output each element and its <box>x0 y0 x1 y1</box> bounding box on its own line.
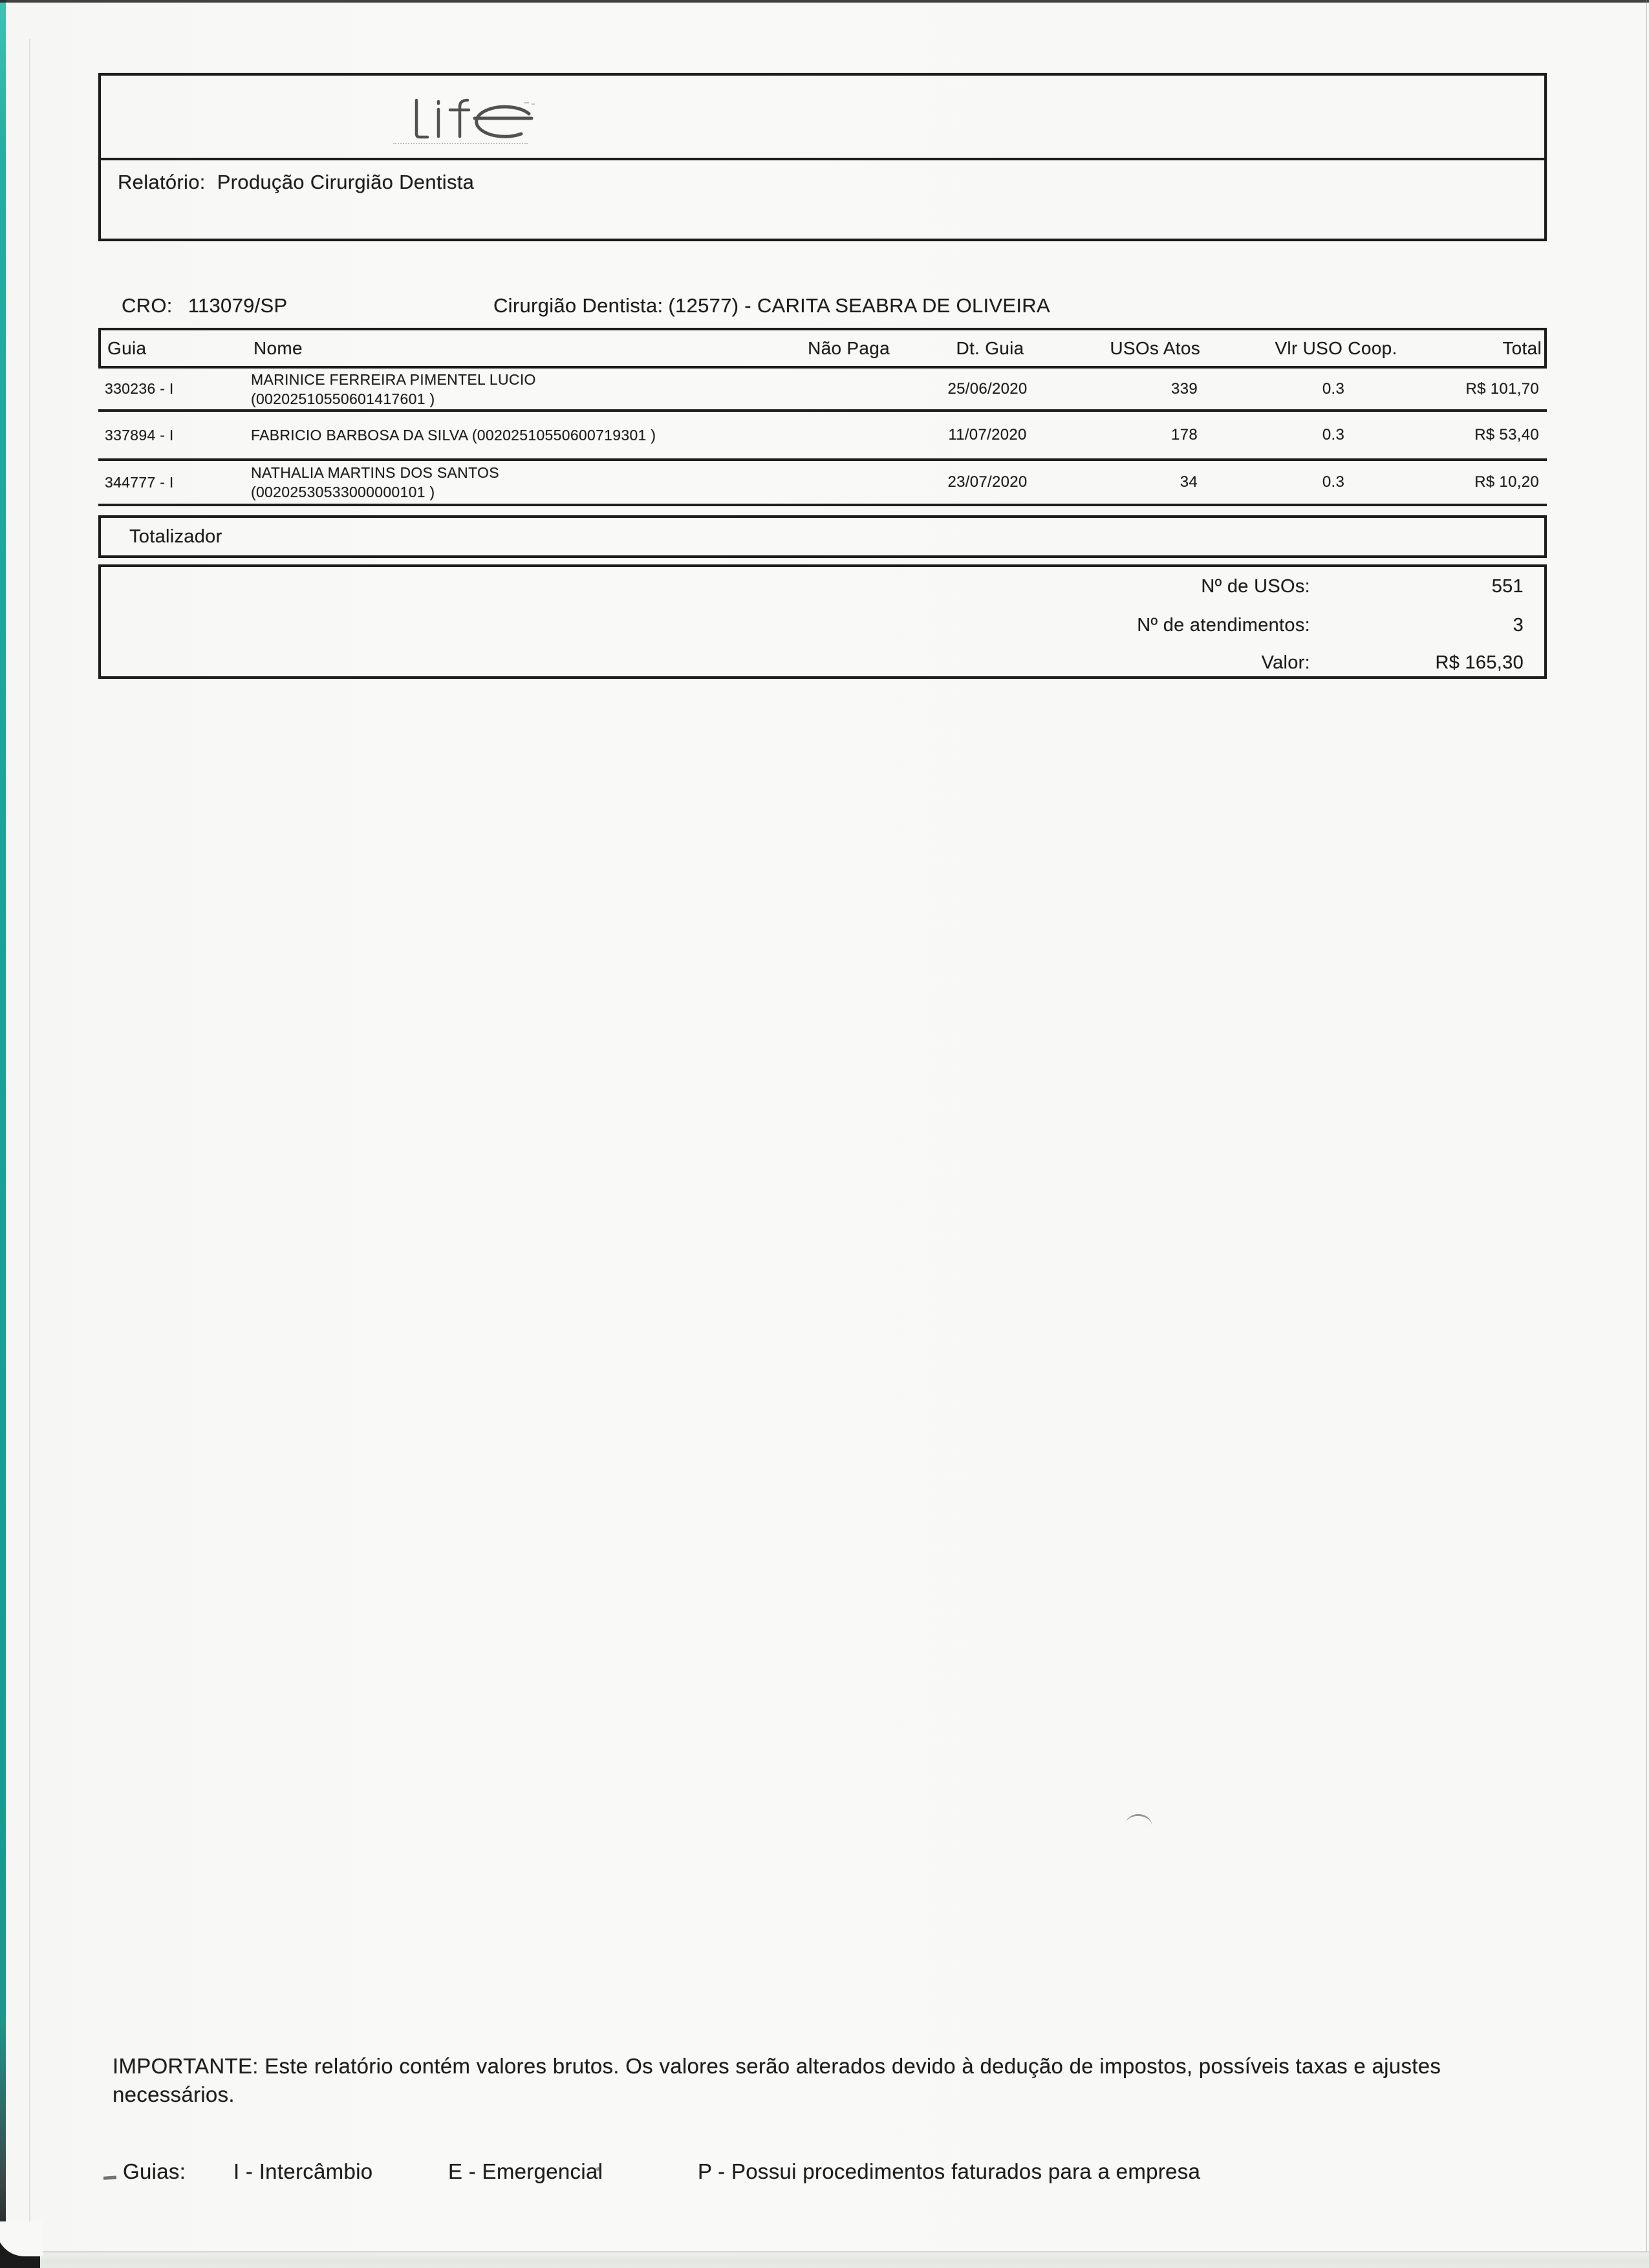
cell-dt-guia: 23/07/2020 <box>947 473 1028 491</box>
cell-vlr-uso-coop: 0.3 <box>1322 380 1345 398</box>
legend-item-emergencial: E - Emergencial <box>448 2159 603 2183</box>
patient-name: MARINICE FERREIRA PIMENTEL LUCIO <box>251 370 536 388</box>
cell-usos-atos: 34 <box>1180 473 1198 491</box>
scanner-edge-strip <box>0 0 6 2245</box>
table-row <box>98 369 1547 412</box>
cell-vlr-uso-coop: 0.3 <box>1322 473 1345 491</box>
logo-tagline-artifact <box>393 143 528 144</box>
cell-dt-guia: 25/06/2020 <box>947 380 1028 398</box>
scan-bottom-band <box>0 2251 1649 2268</box>
dentist-label: Cirurgião Dentista: <box>493 294 663 317</box>
important-note <box>113 2052 1542 2109</box>
patient-name: NATHALIA MARTINS DOS SANTOS <box>251 464 499 481</box>
cell-nao-paga <box>758 412 887 458</box>
cro-field <box>122 294 288 317</box>
logo-section <box>101 76 1544 160</box>
col-header-guia: Guia <box>107 337 147 358</box>
cell-guia: 344777 - I <box>105 473 174 491</box>
cell-guia: 330236 - I <box>105 380 174 397</box>
cro-label: CRO: <box>122 294 173 317</box>
report-header-box <box>98 73 1547 241</box>
col-header-nome: Nome <box>253 337 303 358</box>
cell-total: R$ 101,70 <box>1465 380 1539 398</box>
total-label: Valor: <box>1261 652 1310 673</box>
cro-value: 113079/SP <box>188 294 288 317</box>
cell-total: R$ 53,40 <box>1474 426 1539 444</box>
cell-usos-atos: 339 <box>1171 380 1198 398</box>
production-table <box>98 328 1547 506</box>
report-title-line <box>118 171 474 194</box>
report-label: Relatório: <box>118 171 206 193</box>
legend-item-intercambio: I - Intercâmbio <box>233 2159 373 2183</box>
col-header-nao-paga: Não Paga <box>808 337 890 358</box>
total-line-valor <box>101 652 1544 678</box>
col-header-total: Total <box>1502 337 1542 358</box>
col-header-vlr-uso-coop: Vlr USO Coop. <box>1275 337 1397 358</box>
dentist-value: (12577) - CARITA SEABRA DE OLIVEIRA <box>668 294 1050 317</box>
patient-name: FABRICIO BARBOSA DA SILVA (00202510550600719301 ) <box>251 426 656 444</box>
life-logo <box>407 94 569 148</box>
cell-total: R$ 10,20 <box>1474 473 1539 491</box>
scan-right-edge-line <box>1646 0 1647 2268</box>
col-header-usos-atos: USOs Atos <box>1110 337 1200 358</box>
total-label: Nº de atendimentos: <box>1137 615 1310 636</box>
legend-item-possui: P - Possui procedimentos faturados para a empresa <box>698 2159 1201 2183</box>
table-row <box>98 461 1547 506</box>
total-line-atendimentos <box>101 615 1544 641</box>
totals-box <box>98 564 1547 679</box>
cell-usos-atos: 178 <box>1171 426 1198 444</box>
total-value: R$ 165,30 <box>1435 652 1524 673</box>
important-note-line1: IMPORTANTE: Este relatório contém valores brutos. Os valores serão alterados devido à dedução de impostos, possíveis taxas e ajustes <box>113 2054 1441 2078</box>
patient-code: (00202530533000000101 ) <box>251 484 435 500</box>
scan-speck-artifact <box>103 2176 116 2179</box>
dentist-field <box>493 294 1050 317</box>
cell-vlr-uso-coop: 0.3 <box>1322 426 1345 444</box>
scan-top-edge-line <box>0 0 1649 3</box>
legend-label: Guias: <box>123 2159 186 2183</box>
cell-nao-paga <box>758 461 887 504</box>
total-line-usos <box>101 576 1544 602</box>
table-header-row <box>98 328 1547 369</box>
pen-squiggle-artifact <box>1126 1813 1152 1826</box>
report-title-section <box>101 160 1544 239</box>
page-title: Produção Cirurgião Dentista <box>217 171 475 193</box>
patient-code: (00202510550601417601 ) <box>251 390 435 407</box>
totalizador-box <box>98 515 1547 558</box>
cell-nao-paga <box>758 369 887 409</box>
total-label: Nº de USOs: <box>1201 576 1310 597</box>
paper-crease-line <box>29 39 30 2224</box>
col-header-dt-guia: Dt. Guia <box>956 337 1024 358</box>
total-value: 551 <box>1491 576 1524 597</box>
totalizador-title: Totalizador <box>129 526 222 547</box>
table-row <box>98 412 1547 461</box>
total-value: 3 <box>1513 615 1524 636</box>
cell-dt-guia: 11/07/2020 <box>948 426 1027 444</box>
cell-guia: 337894 - I <box>105 426 174 444</box>
life-logo-icon <box>407 94 569 148</box>
important-note-line2: necessários. <box>113 2082 235 2106</box>
